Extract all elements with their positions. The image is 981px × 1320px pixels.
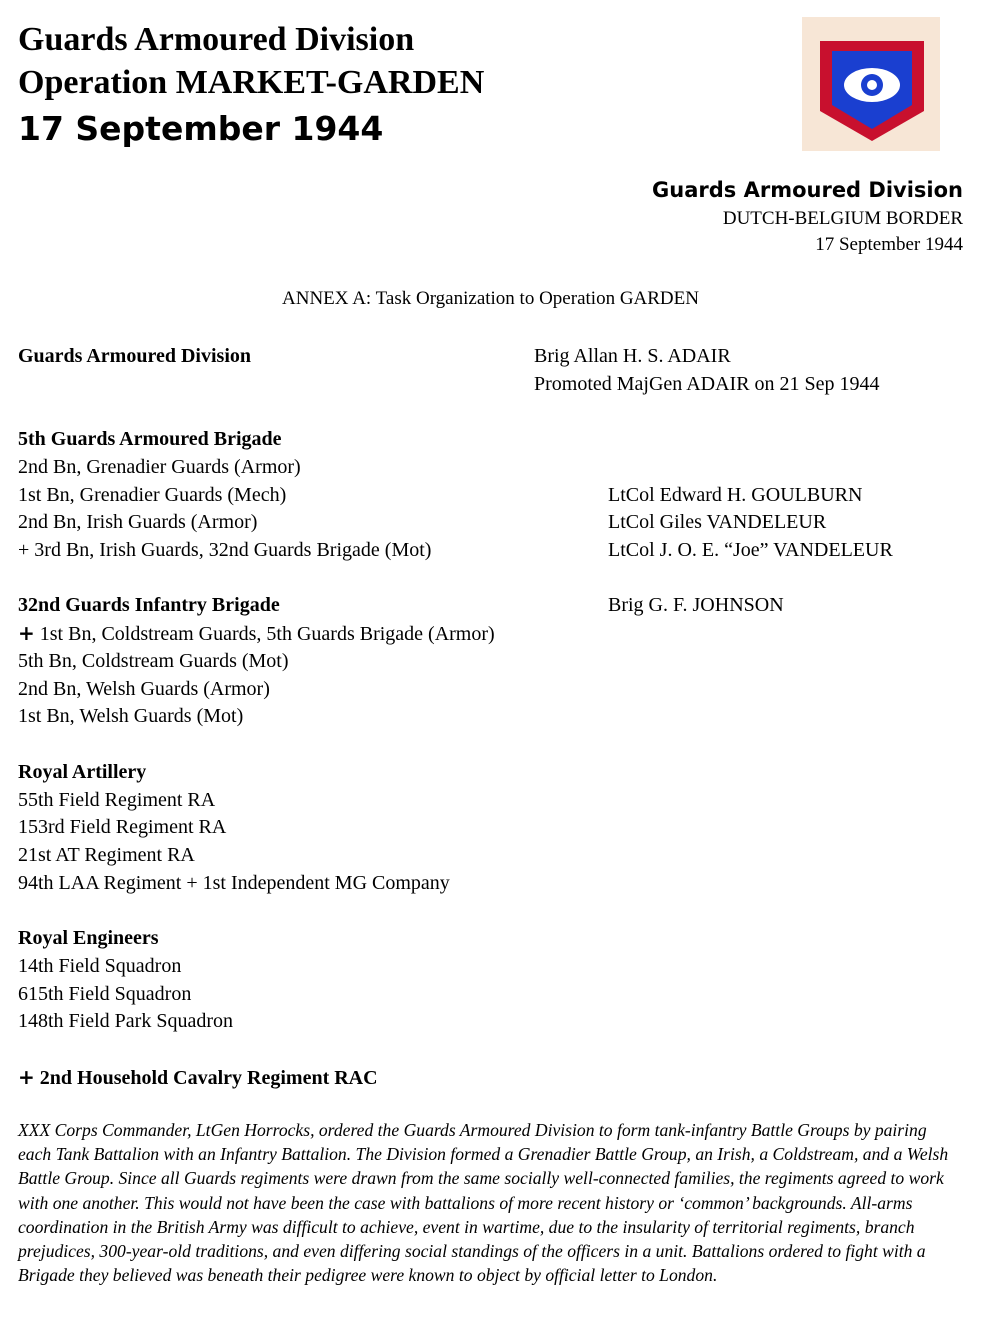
cavalry-plus-marker: +	[18, 1065, 35, 1089]
cavalry-unit	[18, 1064, 378, 1091]
division-commander-note: Promoted MajGen ADAIR on 21 Sep 1944	[534, 373, 880, 395]
division-name: Guards Armoured Division	[18, 345, 251, 367]
division-logo	[802, 17, 940, 151]
artillery-unit: 94th LAA Regiment + 1st Independent MG Company	[18, 872, 450, 894]
battle-group-note: XXX Corps Commander, LtGen Horrocks, ordered the Guards Armoured Division to form tank-infantry Battle Groups by pairing each Tank Battalion with an Infantry Battalion. The Division formed a Grenadier Battle Group, an Irish, a Coldstream, and a Welsh Battle Group. Since all Guards regiments were drawn from the same socially well-connected families, the regiments agreed to work with one another. This would not have been the case with battalions of more recent history or ‘common’ backgrounds. All-arms coordination in the British Army was difficult to achieve, event in wartime, due to the insularity of territorial regiments, branch prejudices, 300-year-old traditions, and even differing social standings of the officers in a unit. Battalions ordered to fight with a Brigade they believed was beneath their pedigree were known to object by official letter to London.	[18, 1120, 949, 1286]
title-date: 17 September 1944	[18, 109, 384, 148]
brigade32-commander: Brig G. F. JOHNSON	[608, 594, 784, 616]
brigade32-attached-unit	[18, 620, 495, 647]
artillery-unit: 55th Field Regiment RA	[18, 789, 216, 811]
shield-eye-icon	[802, 17, 940, 151]
title-line-2: Operation MARKET-GARDEN	[18, 64, 485, 101]
brigade5-unit: 2nd Bn, Grenadier Guards (Armor)	[18, 456, 301, 478]
engineers-name: Royal Engineers	[18, 927, 159, 949]
brigade5-unit: + 3rd Bn, Irish Guards, 32nd Guards Brigade (Mot)	[18, 539, 432, 561]
brigade32-unit: 1st Bn, Welsh Guards (Mot)	[18, 705, 244, 727]
brigade5-unit-commander: LtCol J. O. E. “Joe” VANDELEUR	[608, 539, 893, 561]
brigade32-unit: 5th Bn, Coldstream Guards (Mot)	[18, 650, 289, 672]
attached-plus-marker: +	[18, 621, 35, 645]
brigade32-unit: 2nd Bn, Welsh Guards (Armor)	[18, 678, 270, 700]
brigade5-name: 5th Guards Armoured Brigade	[18, 428, 282, 450]
brigade5-unit: 1st Bn, Grenadier Guards (Mech)	[18, 484, 287, 506]
header-unit: Guards Armoured Division	[652, 178, 963, 202]
title-line-1: Guards Armoured Division	[18, 21, 415, 58]
artillery-unit: 153rd Field Regiment RA	[18, 816, 227, 838]
brigade32-attached-name: 1st Bn, Coldstream Guards, 5th Guards Brigade (Armor)	[39, 623, 495, 645]
engineers-unit: 148th Field Park Squadron	[18, 1010, 233, 1032]
header-location: DUTCH-BELGIUM BORDER	[722, 208, 963, 229]
division-commander: Brig Allan H. S. ADAIR	[534, 345, 731, 367]
header-date: 17 September 1944	[815, 234, 963, 255]
artillery-name: Royal Artillery	[18, 761, 147, 783]
brigade32-name: 32nd Guards Infantry Brigade	[18, 594, 280, 616]
brigade5-unit-commander: LtCol Giles VANDELEUR	[608, 511, 827, 533]
engineers-unit: 615th Field Squadron	[18, 983, 192, 1005]
engineers-unit: 14th Field Squadron	[18, 955, 182, 977]
cavalry-name: 2nd Household Cavalry Regiment RAC	[39, 1067, 378, 1089]
brigade5-unit: 2nd Bn, Irish Guards (Armor)	[18, 511, 258, 533]
brigade5-unit-commander: LtCol Edward H. GOULBURN	[608, 484, 863, 506]
annex-title: ANNEX A: Task Organization to Operation GARDEN	[282, 288, 699, 309]
artillery-unit: 21st AT Regiment RA	[18, 844, 195, 866]
